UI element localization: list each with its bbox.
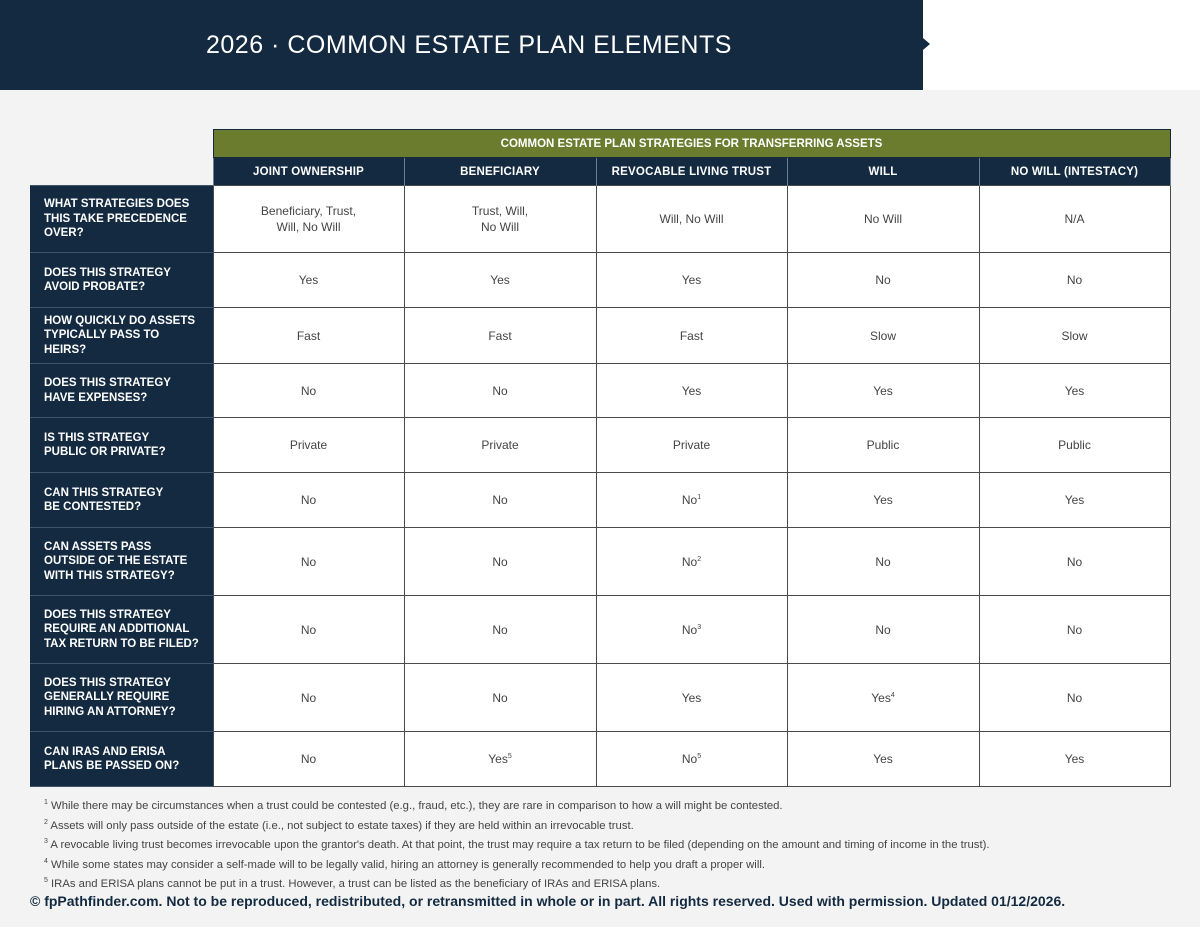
cell-value: No bbox=[300, 690, 317, 705]
row-header-line: DOES THIS STRATEGY bbox=[44, 608, 171, 621]
row-header bbox=[30, 253, 213, 308]
row-header-line: CAN THIS STRATEGY bbox=[44, 486, 164, 499]
cell-value: Yes bbox=[873, 752, 893, 766]
cell-value: Will, No Will bbox=[659, 212, 724, 226]
row-header-line: TYPICALLY PASS TO HEIRS? bbox=[44, 329, 160, 356]
cell-beneficiary bbox=[404, 596, 596, 664]
footnote-marker: 2 bbox=[697, 555, 702, 563]
cell-value: No bbox=[875, 554, 891, 569]
footnote-number: 5 bbox=[44, 877, 48, 885]
footnote-item bbox=[44, 795, 1174, 815]
cell-value: Slow bbox=[869, 328, 896, 343]
cell-value: Public bbox=[1058, 438, 1091, 452]
cell-value: Fast bbox=[679, 328, 704, 343]
cell-value: Private bbox=[289, 438, 328, 452]
footnote-number: 2 bbox=[44, 818, 48, 826]
row-header bbox=[30, 473, 213, 528]
cell-value: No bbox=[300, 752, 317, 766]
cell-will bbox=[787, 253, 979, 308]
row-header-line: CAN IRAS AND ERISA bbox=[44, 745, 166, 758]
cell-joint-ownership bbox=[213, 596, 404, 664]
cell-revocable-living-trust bbox=[596, 253, 787, 308]
cell-value: No bbox=[1066, 622, 1083, 637]
footnote-number: 3 bbox=[44, 838, 48, 846]
cell-beneficiary bbox=[404, 253, 596, 308]
column-header-joint-ownership: JOINT OWNERSHIP bbox=[213, 158, 404, 186]
row-header-line: CAN ASSETS PASS bbox=[44, 540, 152, 553]
cell-no-will bbox=[979, 596, 1170, 664]
cell-value: Slow bbox=[1061, 328, 1088, 343]
row-header-line: WITH THIS STRATEGY? bbox=[44, 569, 175, 582]
cell-beneficiary bbox=[404, 308, 596, 364]
page-title: 2026 · COMMON ESTATE PLAN ELEMENTS bbox=[206, 31, 732, 59]
row-header-line: TAX RETURN TO BE FILED? bbox=[44, 637, 199, 650]
cell-value: No bbox=[492, 383, 508, 398]
cell-value: Fast bbox=[488, 328, 512, 343]
row-header bbox=[30, 528, 213, 596]
footnote-marker: 5 bbox=[507, 753, 512, 760]
cell-value: No bbox=[300, 493, 317, 507]
column-header-beneficiary: BENEFICIARY bbox=[404, 158, 596, 186]
table-row bbox=[30, 473, 1170, 528]
row-header bbox=[30, 308, 213, 364]
cell-joint-ownership bbox=[213, 732, 404, 787]
cell-no-will bbox=[979, 418, 1170, 473]
cell-value: No bbox=[681, 493, 698, 507]
cell-value: No bbox=[1066, 554, 1083, 569]
row-header-line: THIS TAKE PRECEDENCE bbox=[44, 212, 187, 225]
row-header-line: HOW QUICKLY DO ASSETS bbox=[44, 314, 196, 327]
cell-will bbox=[787, 364, 979, 418]
cell-value: No bbox=[300, 383, 317, 398]
cell-value: No Will bbox=[864, 212, 902, 226]
cell-value: Yes bbox=[490, 273, 510, 287]
cell-will bbox=[787, 732, 979, 787]
cell-beneficiary bbox=[404, 418, 596, 473]
cell-beneficiary bbox=[404, 186, 596, 253]
cell-beneficiary bbox=[404, 732, 596, 787]
footnote-text: While some states may consider a self-made will to be legally valid, hiring an attorney is generally recommended to help you draft a proper will. bbox=[51, 858, 765, 871]
cell-beneficiary bbox=[404, 364, 596, 418]
cell-revocable-living-trust bbox=[596, 732, 787, 787]
cell-joint-ownership bbox=[213, 473, 404, 528]
table-row bbox=[30, 596, 1170, 664]
cell-joint-ownership bbox=[213, 664, 404, 732]
footnote-marker: 3 bbox=[697, 623, 702, 631]
cell-value: Yes bbox=[298, 273, 319, 287]
cell-value: Private bbox=[481, 438, 519, 452]
cell-value: No bbox=[875, 273, 891, 287]
header-arrow-icon bbox=[923, 38, 930, 50]
cell-value: Yes bbox=[873, 493, 893, 507]
table-row bbox=[30, 186, 1170, 253]
row-header-line: REQUIRE AN ADDITIONAL bbox=[44, 623, 190, 636]
cell-beneficiary bbox=[404, 664, 596, 732]
cell-revocable-living-trust bbox=[596, 364, 787, 418]
table-body bbox=[30, 186, 1170, 787]
cell-value: No bbox=[681, 622, 698, 637]
cell-no-will bbox=[979, 253, 1170, 308]
cell-revocable-living-trust bbox=[596, 528, 787, 596]
row-header-line: WHAT STRATEGIES DOES bbox=[44, 198, 190, 211]
cell-revocable-living-trust bbox=[596, 186, 787, 253]
row-header-line: GENERALLY REQUIRE bbox=[44, 691, 170, 704]
footnote-text: A revocable living trust becomes irrevocable upon the grantor's death. At that point, the trust may require a tax return to be filed (depending on the amount and timing of income in the trust). bbox=[50, 838, 990, 851]
cell-joint-ownership bbox=[213, 308, 404, 364]
footnote-marker: 1 bbox=[697, 494, 702, 501]
cell-will bbox=[787, 528, 979, 596]
cell-value: Yes bbox=[1064, 493, 1085, 507]
cell-joint-ownership bbox=[213, 253, 404, 308]
cell-value: No bbox=[492, 554, 508, 569]
row-header-line: HAVE EXPENSES? bbox=[44, 391, 148, 404]
cell-value: No bbox=[492, 690, 508, 705]
row-header bbox=[30, 596, 213, 664]
column-header-revocable-living-trust: REVOCABLE LIVING TRUST bbox=[596, 158, 787, 186]
cell-value: Private bbox=[672, 438, 711, 452]
row-header-line: DOES THIS STRATEGY bbox=[44, 377, 171, 389]
cell-value: No bbox=[1066, 273, 1083, 287]
row-header-line: HIRING AN ATTORNEY? bbox=[44, 705, 176, 718]
cell-value: No bbox=[300, 554, 317, 569]
cell-value: Yes bbox=[488, 752, 508, 766]
column-header-will: WILL bbox=[787, 158, 979, 186]
table-row bbox=[30, 528, 1170, 596]
cell-revocable-living-trust bbox=[596, 664, 787, 732]
row-header-line: PLANS BE PASSED ON? bbox=[44, 760, 180, 772]
cell-value: Trust, Will, bbox=[471, 204, 529, 218]
table-row bbox=[30, 364, 1170, 418]
table-row bbox=[30, 308, 1170, 364]
column-header-no-will: NO WILL (INTESTACY) bbox=[979, 158, 1170, 186]
cell-value: Will, No Will bbox=[276, 220, 341, 234]
cell-value: Fast bbox=[296, 328, 321, 343]
footnote-item bbox=[44, 854, 1174, 874]
cell-value: No bbox=[875, 622, 891, 637]
cell-no-will bbox=[979, 528, 1170, 596]
cell-value: Yes bbox=[873, 383, 893, 398]
cell-beneficiary bbox=[404, 528, 596, 596]
footnote-item bbox=[44, 873, 1174, 893]
row-header-line: OUTSIDE OF THE ESTATE bbox=[44, 555, 188, 568]
cell-will bbox=[787, 186, 979, 253]
cell-value: Beneficiary, Trust, bbox=[260, 204, 357, 218]
cell-no-will bbox=[979, 308, 1170, 364]
estate-plan-table bbox=[30, 129, 1171, 787]
cell-will bbox=[787, 473, 979, 528]
row-header-line: DOES THIS STRATEGY bbox=[44, 266, 171, 279]
header-logo-area bbox=[923, 0, 1200, 90]
row-header bbox=[30, 364, 213, 418]
row-header bbox=[30, 664, 213, 732]
cell-will bbox=[787, 596, 979, 664]
row-header-line: IS THIS STRATEGY bbox=[44, 431, 150, 444]
cell-no-will bbox=[979, 732, 1170, 787]
cell-value: No bbox=[300, 622, 317, 637]
cell-revocable-living-trust bbox=[596, 596, 787, 664]
strategies-title: COMMON ESTATE PLAN STRATEGIES FOR TRANSFERRING ASSETS bbox=[213, 130, 1170, 158]
cell-joint-ownership bbox=[213, 528, 404, 596]
cell-value: Yes bbox=[1064, 383, 1085, 398]
cell-value: Yes bbox=[681, 273, 702, 287]
cell-no-will bbox=[979, 186, 1170, 253]
cell-will bbox=[787, 664, 979, 732]
table-row bbox=[30, 418, 1170, 473]
cell-revocable-living-trust bbox=[596, 473, 787, 528]
table-corner bbox=[30, 158, 213, 186]
footnote-number: 4 bbox=[44, 857, 48, 865]
cell-value: N/A bbox=[1064, 212, 1085, 226]
table-row bbox=[30, 664, 1170, 732]
copyright-notice: © fpPathfinder.com. Not to be reproduced, redistributed, or retransmitted in whole or in part. All rights reserved. Used with permission. Updated 01/12/2026. bbox=[30, 893, 1066, 909]
cell-joint-ownership bbox=[213, 418, 404, 473]
row-header-line: OVER? bbox=[44, 227, 84, 240]
cell-value: No bbox=[492, 622, 508, 637]
row-header-line: DOES THIS STRATEGY bbox=[44, 676, 171, 689]
cell-joint-ownership bbox=[213, 364, 404, 418]
row-header-line: PUBLIC OR PRIVATE? bbox=[44, 446, 166, 458]
footnote-marker: 5 bbox=[697, 753, 702, 760]
cell-value: Public bbox=[866, 438, 900, 452]
footnote-number: 1 bbox=[44, 799, 48, 806]
cell-value: Yes bbox=[871, 690, 891, 705]
footnotes bbox=[44, 795, 1174, 893]
cell-value: No bbox=[681, 752, 698, 766]
cell-joint-ownership bbox=[213, 186, 404, 253]
table-row bbox=[30, 732, 1170, 787]
cell-value: No bbox=[681, 554, 698, 569]
cell-value: Yes bbox=[681, 383, 702, 398]
row-header bbox=[30, 418, 213, 473]
footnote-text: Assets will only pass outside of the estate (i.e., not subject to estate taxes) if they are held within an irrevocable trust. bbox=[50, 819, 634, 832]
cell-value: Yes bbox=[681, 690, 702, 705]
cell-no-will bbox=[979, 473, 1170, 528]
cell-no-will bbox=[979, 664, 1170, 732]
row-header bbox=[30, 732, 213, 787]
cell-value: No Will bbox=[481, 220, 519, 234]
footnote-text: IRAs and ERISA plans cannot be put in a trust. However, a trust can be listed as the beneficiary of IRAs and ERISA plans. bbox=[51, 878, 661, 891]
row-header-line: BE CONTESTED? bbox=[44, 501, 142, 513]
row-header-line: AVOID PROBATE? bbox=[44, 281, 146, 293]
cell-will bbox=[787, 418, 979, 473]
table-row bbox=[30, 253, 1170, 308]
cell-value: Yes bbox=[1064, 752, 1085, 766]
cell-revocable-living-trust bbox=[596, 418, 787, 473]
table-corner bbox=[30, 130, 213, 158]
cell-will bbox=[787, 308, 979, 364]
row-header bbox=[30, 186, 213, 253]
cell-beneficiary bbox=[404, 473, 596, 528]
footnote-marker: 4 bbox=[890, 691, 895, 699]
cell-no-will bbox=[979, 364, 1170, 418]
footnote-text: While there may be circumstances when a trust could be contested (e.g., fraud, etc.), they are rare in comparison to how a will might be contested. bbox=[51, 799, 783, 812]
cell-value: No bbox=[492, 493, 508, 507]
footnote-item bbox=[44, 834, 1174, 854]
footnote-item bbox=[44, 815, 1174, 835]
cell-value: No bbox=[1066, 690, 1083, 705]
cell-revocable-living-trust bbox=[596, 308, 787, 364]
